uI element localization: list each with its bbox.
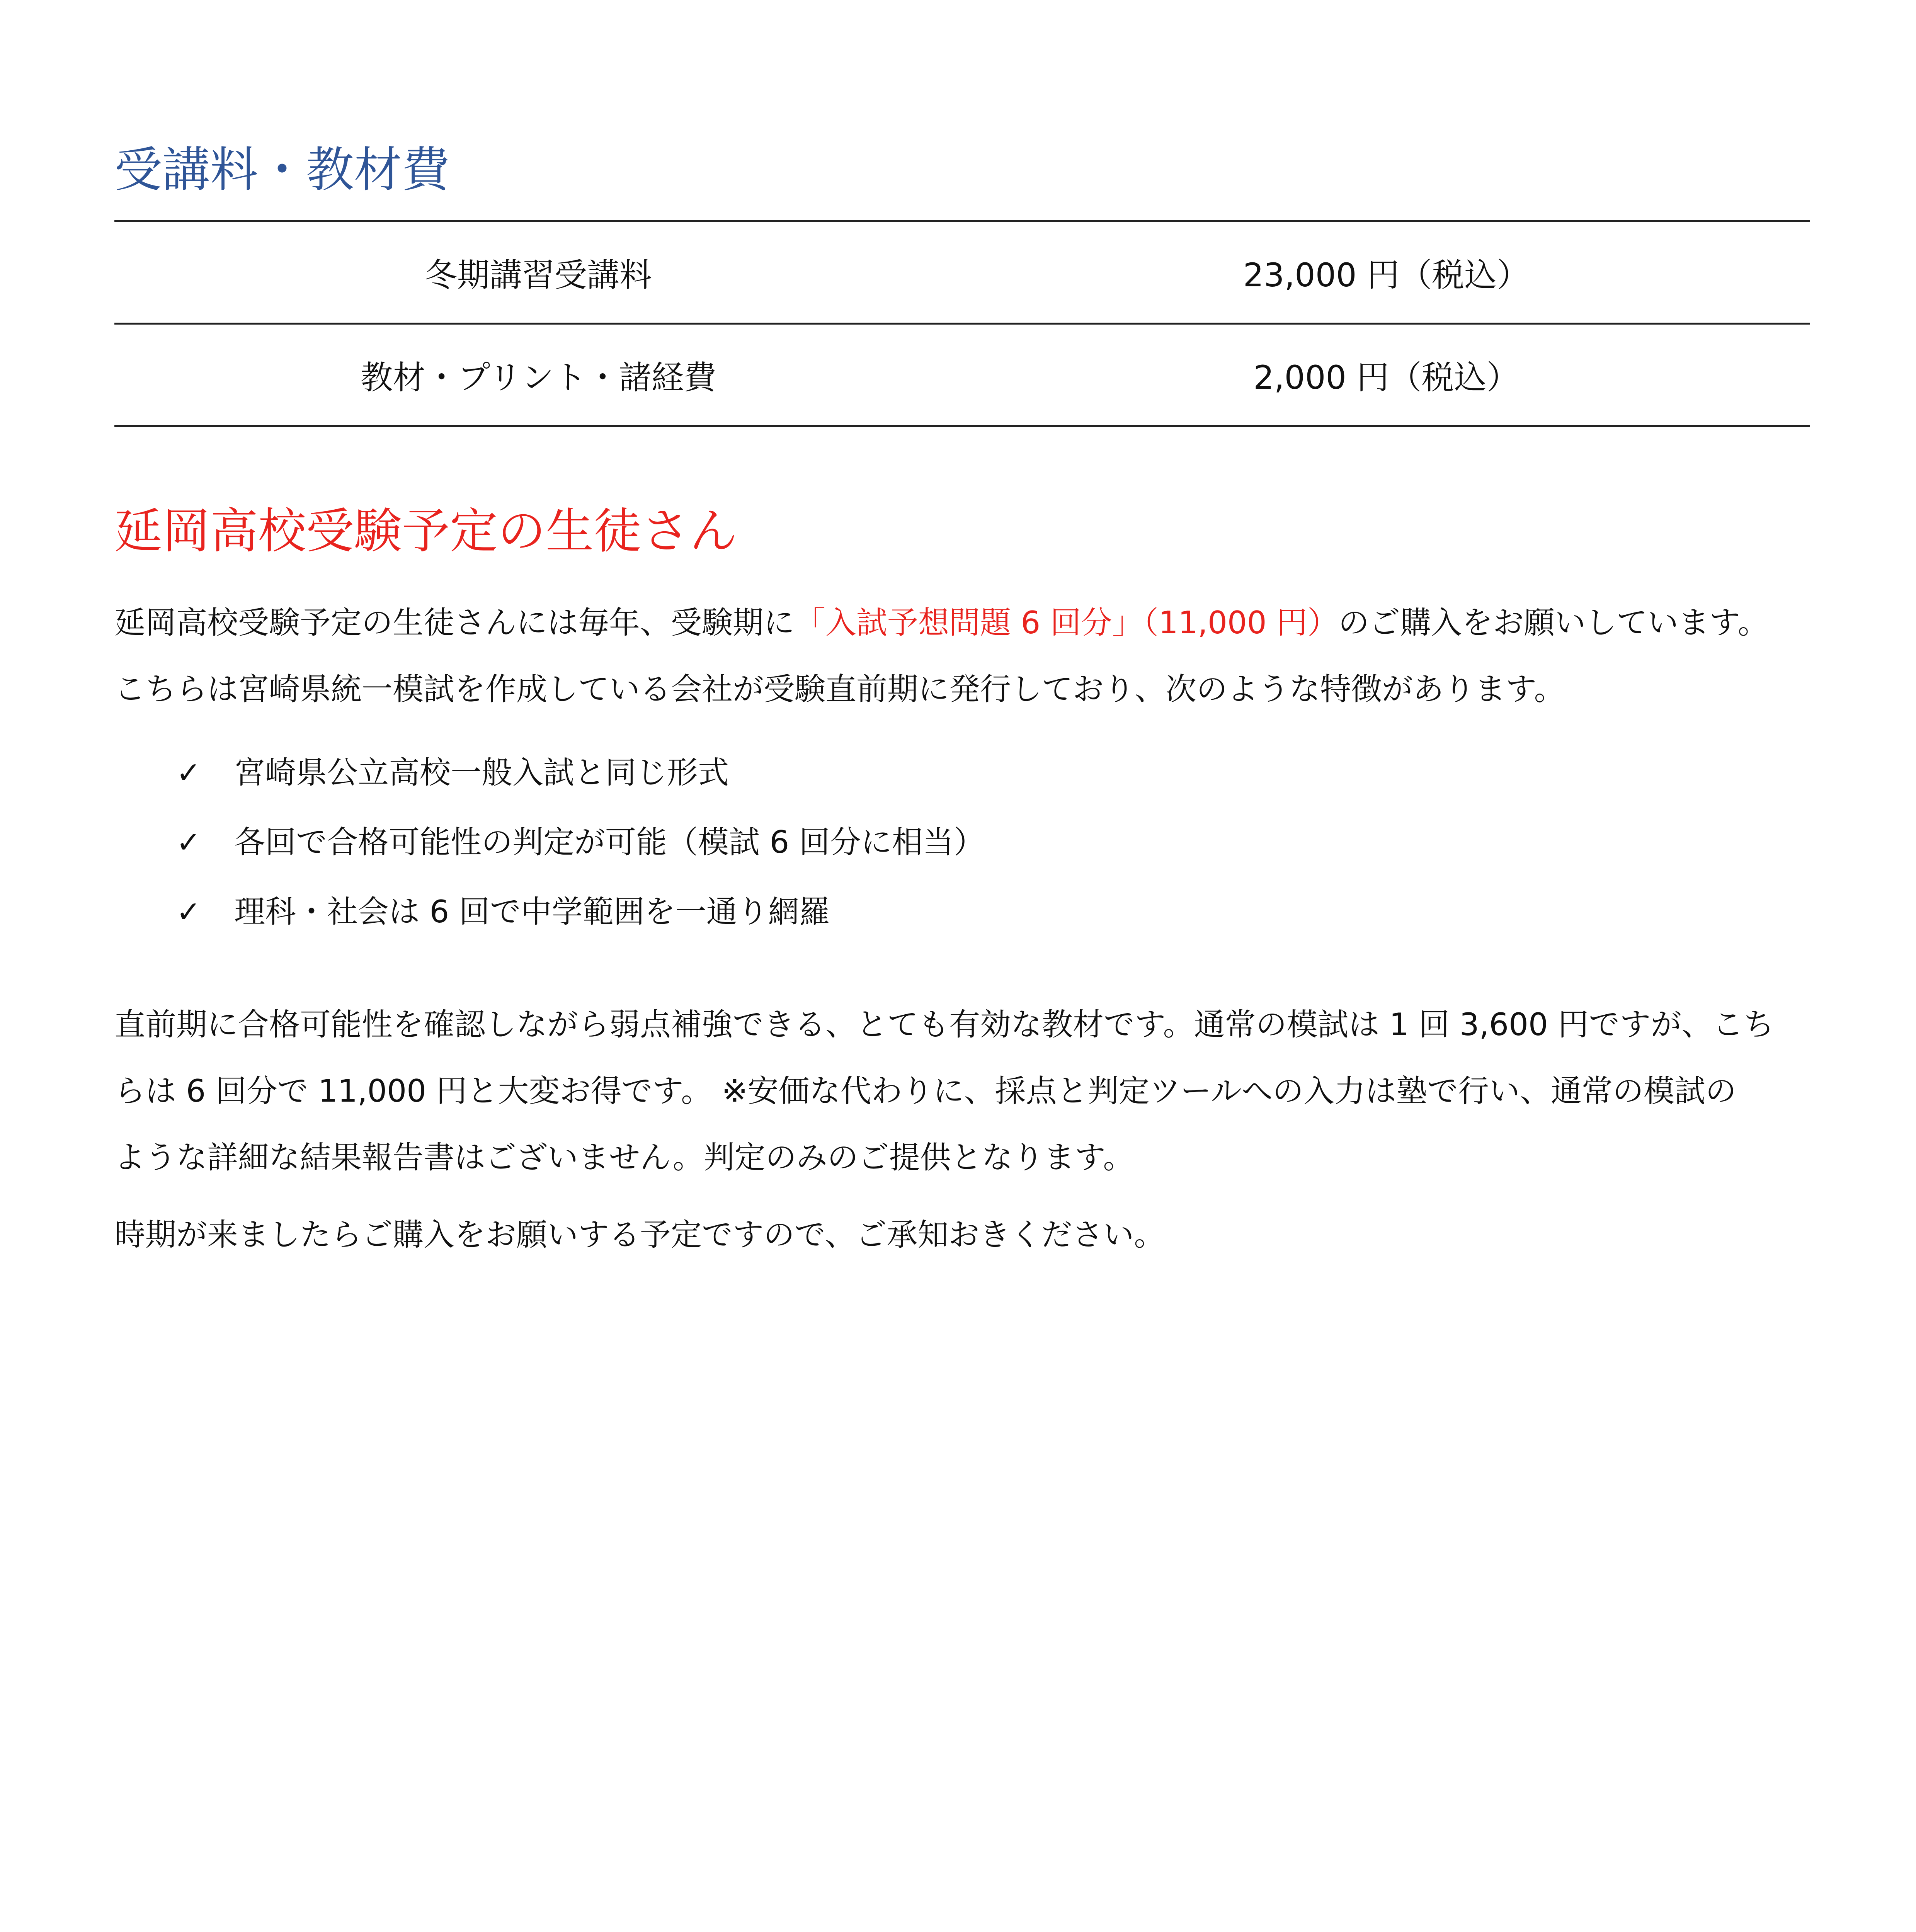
table-row	[114, 324, 1810, 426]
intro-paragraph	[114, 590, 1810, 723]
highlighted-product: 「入試予想問題 6 回分」（11,000 円）	[795, 605, 1339, 641]
fee-item-materials: 教材・プリント・諸経費	[114, 324, 962, 426]
fee-item-winter-course: 冬期講習受講料	[114, 221, 962, 324]
feature-list	[176, 738, 985, 947]
list-item	[176, 738, 985, 808]
details-line-2: らは 6 回分で 11,000 円と大変お得です。 ※安価な代わりに、採点と判定ツールへの入力は塾で行い、通常の模試の	[114, 1073, 1736, 1109]
list-item	[176, 877, 985, 947]
check-icon: ✓	[176, 825, 201, 859]
feature-text: 理科・社会は 6 回で中学範囲を一通り網羅	[234, 894, 830, 930]
intro-text: 延岡高校受験予定の生徒さんには毎年、受験期に	[114, 605, 795, 641]
intro-text: のご購入をお願いしています。	[1338, 605, 1769, 641]
closing-paragraph: 時期が来ましたらご購入をお願いする予定ですので、ご承知おきください。	[114, 1217, 1165, 1253]
intro-line-1	[114, 590, 1810, 656]
feature-text: 各回で合格可能性の判定が可能（模試 6 回分に相当）	[234, 824, 985, 860]
check-icon: ✓	[176, 755, 201, 790]
table-row	[114, 221, 1810, 324]
fee-price-materials: 2,000 円（税込）	[962, 324, 1810, 426]
fees-table	[114, 220, 1810, 427]
list-item	[176, 808, 985, 877]
fee-price-winter-course: 23,000 円（税込）	[962, 221, 1810, 324]
details-line-3: ような詳細な結果報告書はございません。判定のみのご提供となります。	[114, 1139, 1134, 1175]
check-icon: ✓	[176, 895, 201, 929]
document-page	[114, 0, 1810, 1932]
details-paragraph	[114, 992, 1810, 1191]
fees-heading: 受講料・教材費	[114, 142, 450, 198]
intro-line-2: こちらは宮崎県統一模試を作成している会社が受験直前期に発行しており、次のような特徴があります。	[114, 671, 1565, 707]
details-line-1: 直前期に合格可能性を確認しながら弱点補強できる、とても有効な教材です。通常の模試は 1 回 3,600 円ですが、こち	[114, 1007, 1775, 1043]
feature-text: 宮崎県公立高校一般入試と同じ形式	[234, 755, 729, 791]
exam-students-heading: 延岡高校受験予定の生徒さん	[114, 503, 738, 559]
